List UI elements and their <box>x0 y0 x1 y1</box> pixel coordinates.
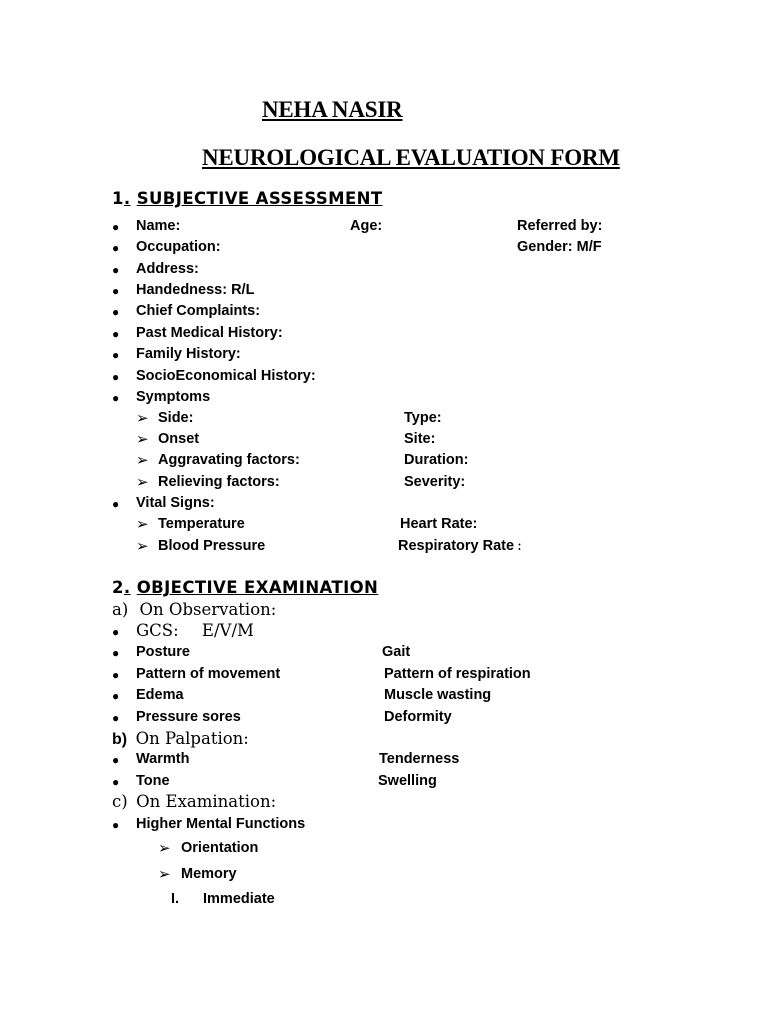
field-pattern-of-respiration: Pattern of respiration <box>384 666 531 682</box>
arrow-icon: ➢ <box>158 840 171 857</box>
bullet-icon: ● <box>112 241 120 255</box>
bullet-icon: ● <box>112 348 120 362</box>
field-side: Side: <box>158 410 194 426</box>
arrow-icon: ➢ <box>136 431 149 448</box>
section-heading-objective <box>112 578 378 597</box>
bullet-icon: ● <box>112 305 120 319</box>
field-occupation: Occupation: <box>136 239 221 255</box>
field-family-history: Family History: <box>136 346 241 362</box>
form-title: NEUROLOGICAL EVALUATION FORM <box>202 145 620 170</box>
field-gender: Gender: M/F <box>517 239 602 255</box>
field-edema: Edema <box>136 687 184 703</box>
bullet-icon: ● <box>112 818 120 832</box>
field-gait: Gait <box>382 644 411 660</box>
subsection-palpation <box>112 729 249 749</box>
section-number-dot: . <box>123 189 131 208</box>
field-temperature: Temperature <box>158 516 245 532</box>
subsection-text: On Observation: <box>139 600 277 619</box>
field-onset: Onset <box>158 431 200 447</box>
gcs-value: E/V/M <box>201 621 254 640</box>
field-symptoms: Symptoms <box>136 389 211 405</box>
field-heart-rate: Heart Rate: <box>400 516 478 532</box>
field-address: Address: <box>136 261 199 277</box>
field-respiratory-rate <box>398 538 522 554</box>
bullet-icon: ● <box>112 327 120 341</box>
section-number: 1 <box>112 189 124 208</box>
field-gcs <box>136 621 254 640</box>
field-relieving-factors: Relieving factors: <box>158 474 280 490</box>
field-socioeconomical-history: SocioEconomical History: <box>136 368 316 384</box>
bullet-icon: ● <box>112 391 120 405</box>
arrow-icon: ➢ <box>136 538 149 555</box>
bullet-icon: ● <box>112 263 120 277</box>
section-title: OBJECTIVE EXAMINATION <box>136 578 379 597</box>
field-higher-mental-functions: Higher Mental Functions <box>136 816 306 832</box>
bullet-icon: ● <box>112 668 120 682</box>
field-tone: Tone <box>136 773 170 789</box>
page-title: NEHA NASIR <box>262 97 403 122</box>
field-site: Site: <box>404 431 436 447</box>
bullet-icon: ● <box>112 220 120 234</box>
section-number: 2 <box>112 578 124 597</box>
subsection-label: c) <box>112 792 128 811</box>
bullet-icon: ● <box>112 646 120 660</box>
arrow-icon: ➢ <box>158 866 171 883</box>
bullet-icon: ● <box>112 370 120 384</box>
field-memory: Memory <box>181 866 237 882</box>
section-title: SUBJECTIVE ASSESSMENT <box>136 189 383 208</box>
field-posture: Posture <box>136 644 190 660</box>
subsection-examination <box>112 792 276 812</box>
bullet-icon: ● <box>112 497 120 511</box>
field-severity: Severity: <box>404 474 466 490</box>
roman-numeral: I. <box>171 891 180 907</box>
subsection-label: a) <box>112 600 129 619</box>
field-vital-signs: Vital Signs: <box>136 495 215 511</box>
field-past-medical-history: Past Medical History: <box>136 325 283 341</box>
field-pattern-of-movement: Pattern of movement <box>136 666 281 682</box>
subsection-text: On Examination: <box>136 792 277 811</box>
field-chief-complaints: Chief Complaints: <box>136 303 261 319</box>
bullet-icon: ● <box>112 689 120 703</box>
field-tenderness: Tenderness <box>379 751 460 767</box>
arrow-icon: ➢ <box>136 452 149 469</box>
arrow-icon: ➢ <box>136 410 149 427</box>
field-aggravating-factors: Aggravating factors: <box>158 452 300 468</box>
field-warmth: Warmth <box>136 751 190 767</box>
respiratory-rate-label: Respiratory Rate <box>398 538 515 554</box>
subsection-text: On Palpation: <box>135 729 249 748</box>
field-referred-by: Referred by: <box>517 218 603 234</box>
field-age: Age: <box>350 218 383 234</box>
respiratory-rate-colon: : <box>517 538 522 554</box>
field-swelling: Swelling <box>378 773 437 789</box>
field-orientation: Orientation <box>181 840 259 856</box>
subsection-label: b) <box>112 731 128 748</box>
bullet-icon: ● <box>112 625 120 639</box>
field-name: Name: <box>136 218 181 234</box>
field-handedness: Handedness: R/L <box>136 282 255 298</box>
bullet-icon: ● <box>112 775 120 789</box>
arrow-icon: ➢ <box>136 516 149 533</box>
field-muscle-wasting: Muscle wasting <box>384 687 492 703</box>
field-deformity: Deformity <box>384 709 452 725</box>
bullet-icon: ● <box>112 284 120 298</box>
bullet-icon: ● <box>112 753 120 767</box>
field-pressure-sores: Pressure sores <box>136 709 241 725</box>
field-type: Type: <box>404 410 442 426</box>
section-number-dot: . <box>123 578 131 597</box>
section-heading-subjective <box>112 189 383 208</box>
subsection-observation <box>112 600 276 619</box>
field-duration: Duration: <box>404 452 469 468</box>
arrow-icon: ➢ <box>136 474 149 491</box>
field-immediate: Immediate <box>203 891 275 907</box>
bullet-icon: ● <box>112 711 120 725</box>
gcs-label: GCS: <box>136 621 179 640</box>
field-blood-pressure: Blood Pressure <box>158 538 266 554</box>
